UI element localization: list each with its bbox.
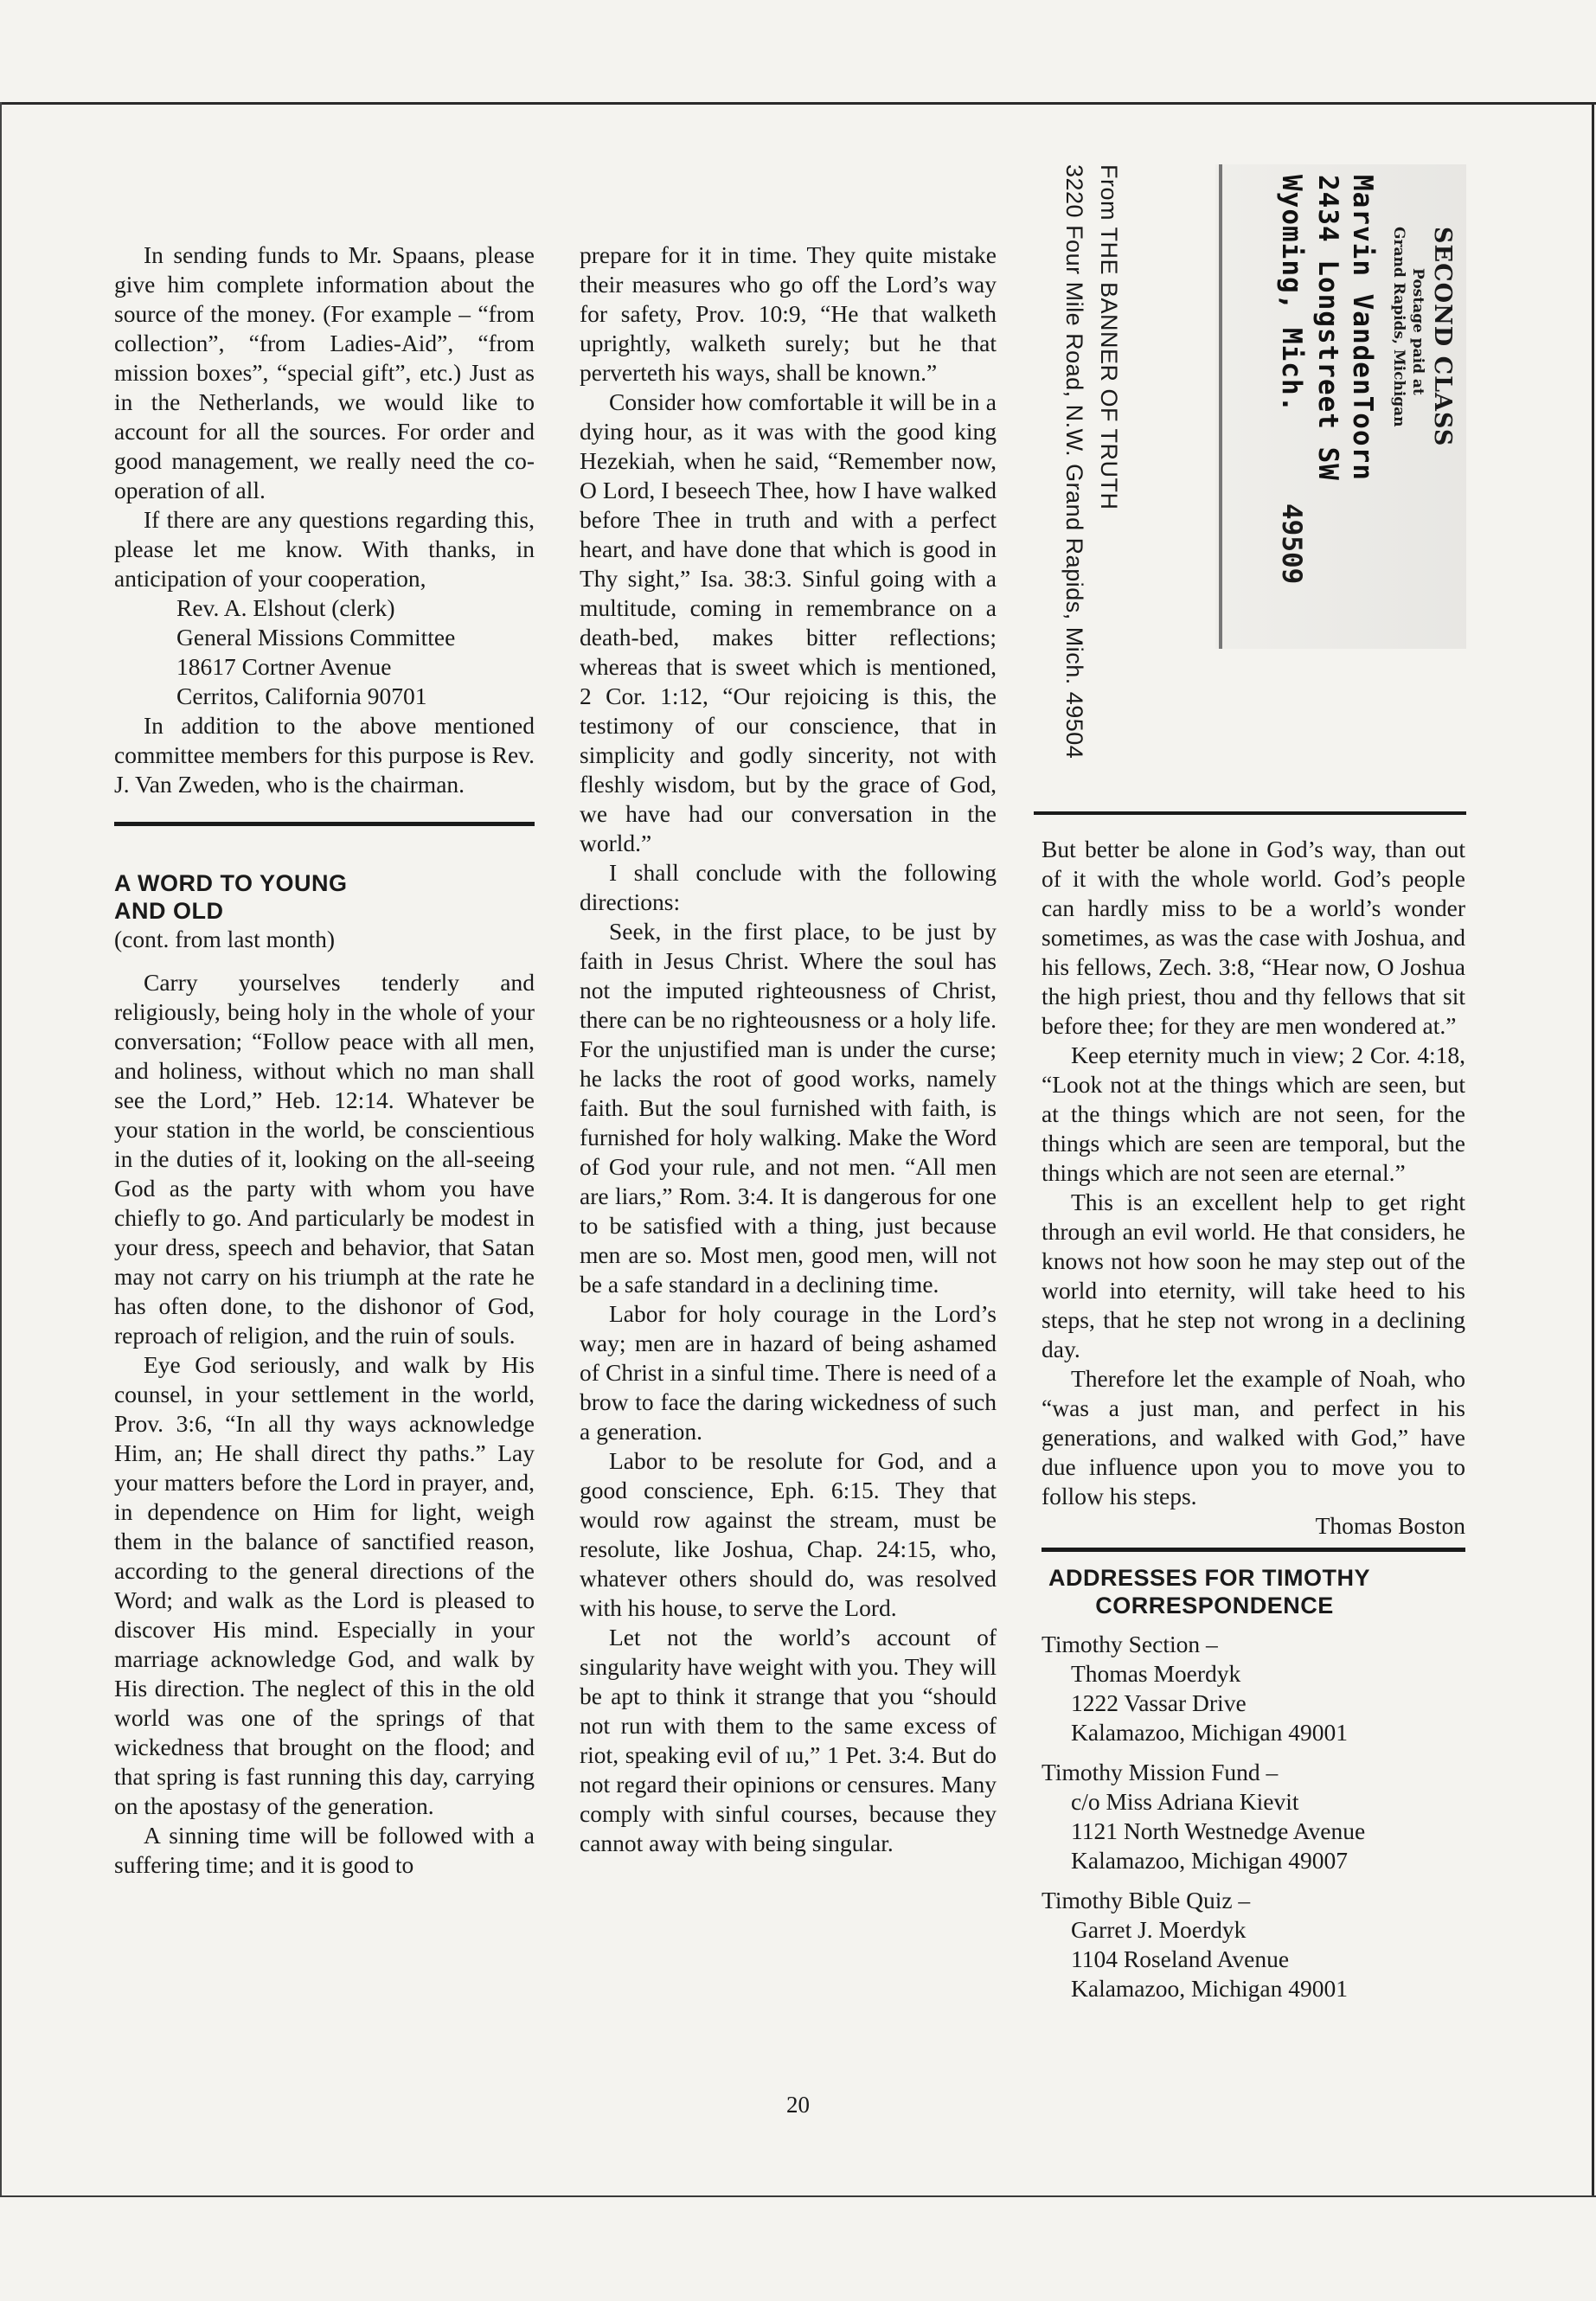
recipient-name: Marvin VandenToorn (1347, 175, 1378, 481)
mailer-divider (1034, 811, 1466, 815)
paragraph: Let not the world’s account of singularity have weight with you. They will be apt to think it strange that you “should not run with them to the same excess of riot, speaking evil of ıu,” 1 Pet. 3:4. But do not regard their opinions or censures. Many comply with sinful courses, because they cannot away with being singular. (580, 1624, 997, 1856)
address-line: 1104 Roseland Avenue (1071, 1945, 1290, 1972)
paragraph: Seek, in the first place, to be just by faith in Jesus Christ. Where the soul has not the imputed righteousness of Christ, there can be no righteousness or a holy life. For the unjustified man is under the curse; he lacks the root of good works, namely faith. But the soul furnished with faith, is furnished for holy walking. Make the Word of God your rule, and not men. “All men are liars,” Rom. 3:4. It is dangerous for one to be satisfied with a thing, just because men are so. Most men, good men, will not be a safe standard in a declining time. (580, 918, 997, 1298)
article-heading-line: AND OLD (114, 898, 224, 924)
address-line: Garret J. Moerdyk (1071, 1916, 1247, 1943)
paragraph: But better be alone in God’s way, than out of it with the whole world. God’s people can hardly miss to be a world’s wonder sometimes, as was the case with Joshua, and his fellows, Zech. 3:8, “Hear now, O Joshua the high priest, thou and thy fellows that sit before thee; for they are men wondered at.” (1042, 836, 1465, 1039)
page-number: 20 (786, 2092, 810, 2118)
article-subheading: (cont. from last month) (114, 926, 336, 952)
address-line: Thomas Moerdyk (1071, 1660, 1241, 1687)
signature-line: 18617 Cortner Avenue (176, 653, 392, 680)
paragraph: Consider how comfortable it will be in a dying hour, as it was with the good king Hezekiah, when he said, “Remember now, O Lord, I beseech Thee, how I have walked before Thee in truth and with a perfect heart, and have done that which is good in Thy sight,” Isa. 38:3. Sinful going with a multitude, coming in remembrance on a death-bed, makes bitter reflections; whereas that is sweet which is mentioned, 2 Cor. 1:12, “Our rejoicing is this, the testimony of our conscience, that in simplicity and godly sincerity, not with fleshly wisdom, but by the grace of God, we have had our conversation in the world.” (580, 388, 997, 856)
paragraph: This is an excellent help to get right through an evil world. He that considers, he knows not how soon he may step out of the world into eternity, will take heed to his steps, that he step not wrong in a declining day. (1042, 1189, 1465, 1362)
paragraph: prepare for it in time. They quite mistake their measures who go off the Lord’s way for safety, Prov. 10:9, “He that walketh uprightly, walketh surely; but he that perverteth his ways, shall be known.” (580, 241, 997, 386)
address-line: Kalamazoo, Michigan 49001 (1071, 1719, 1348, 1746)
paragraph: Labor for holy courage in the Lord’s way; men are in hazard of being ashamed of Christ in a sinful time. There is need of a brow to face the daring wickedness of such a generation. (580, 1300, 997, 1445)
page-edge-top (0, 102, 1596, 105)
paragraph: Eye God seriously, and walk by His counsel, in your settlement in the world, Prov. 3:6, “In all thy ways acknowledge Him, an; He shall direct thy paths.” Lay your matters before the Lord in prayer, and, in dependence on Him for light, weigh them in the balance of sanctified reason, according to the general directions of the Word; and walk as the Lord is pleased to discover His mind. Especially in your marriage acknowledge God, and walk by His direction. The neglect of this in the old world was one of the springs of that wickedness that brought on the flood; and that spring is fast running this day, carrying on the apostasy of the generation. (114, 1351, 535, 1819)
address-entry (1042, 1886, 1465, 2003)
paragraph: Keep eternity much in view; 2 Cor. 4:18, “Look not at the things which are seen, but at the things which are not seen, for the things which are seen are temporal, but the things which are not seen are eternal.” (1042, 1042, 1465, 1186)
recipient-street: 2434 Longstreet SW (1312, 175, 1343, 481)
column-left (114, 240, 535, 1880)
addresses-heading-line: ADDRESSES FOR TIMOTHY (1048, 1565, 1371, 1591)
postage-city: Grand Rapids, Michigan (1390, 227, 1407, 427)
postage-note: Postage paid at (1409, 268, 1426, 395)
paragraph: In sending funds to Mr. Spaans, please give him complete information about the source of the money. (For example – “from collection”, “from Ladies-Aid”, “from mission boxes”, “special gift”, etc.) Just as in the Netherlands, we would like to account for all the sources. For order and good management, we really need the co-operation of all. (114, 241, 535, 503)
paragraph: If there are any questions regarding this, please let me know. With thanks, in anticipation of your cooperation, (114, 506, 535, 592)
mailing-label-area (1034, 164, 1466, 813)
author-name: Thomas Boston (1315, 1512, 1465, 1539)
address-title: Timothy Mission Fund – (1042, 1759, 1279, 1785)
signature-line: Cerritos, California 90701 (176, 683, 427, 709)
address-entry (1042, 1758, 1465, 1875)
column-middle (580, 240, 997, 1858)
address-line: Kalamazoo, Michigan 49007 (1071, 1847, 1348, 1874)
signature-line: Rev. A. Elshout (clerk) (176, 594, 395, 621)
address-line: 1222 Vassar Drive (1071, 1689, 1247, 1716)
recipient-zip: 49509 (1276, 503, 1307, 585)
paragraph: Therefore let the example of Noah, who “was a just man, and perfect in his generations, and walked with God,” have due influence upon you to move you to follow his steps. (1042, 1365, 1465, 1509)
signature-line: General Missions Committee (176, 624, 456, 651)
paragraph: I shall conclude with the following directions: (580, 859, 997, 915)
recipient-city: Wyoming, Mich. (1276, 175, 1307, 413)
address-line: Kalamazoo, Michigan 49001 (1071, 1975, 1348, 2002)
paragraph: Labor to be resolute for God, and a good conscience, Eph. 6:15. They that would row against the stream, must be resolute, like Joshua, Chap. 24:15, who, whatever others should do, was resolved with his house, to serve the Lord. (580, 1447, 997, 1621)
column-right (1042, 835, 1465, 2003)
return-address-line: 3220 Four Mile Road, N.W. Grand Rapids, Mich. 49504 (1061, 164, 1087, 760)
address-entry (1042, 1630, 1465, 1747)
postage-stamp-area (1215, 164, 1466, 649)
addresses-heading-line: CORRESPONDENCE (1095, 1593, 1334, 1618)
address-title: Timothy Bible Quiz – (1042, 1887, 1251, 1913)
label-edge (1219, 164, 1222, 649)
address-line: 1121 North Westnedge Avenue (1071, 1817, 1366, 1844)
address-line: c/o Miss Adriana Kievit (1071, 1788, 1299, 1815)
page-edge-bottom (0, 2195, 1596, 2197)
paragraph: In addition to the above mentioned committee members for this purpose is Rev. J. Van Zweden, who is the chairman. (114, 712, 535, 798)
return-address-line: From THE BANNER OF TRUTH (1096, 164, 1122, 510)
article-heading-line: A WORD TO YOUNG (114, 870, 348, 896)
paragraph: A sinning time will be followed with a suffering time; and it is good to (114, 1822, 535, 1878)
mailing-label-rotated (1034, 164, 1466, 813)
address-title: Timothy Section – (1042, 1631, 1218, 1657)
paragraph: Carry yourselves tenderly and religiously, being holy in the whole of your conversation; “Follow peace with all men, and holiness, without which no man shall see the Lord,” Heb. 12:14. Whatever be your station in the world, be conscientious in the duties of it, looking on the all-seeing God as the party with whom you have chiefly to go. And particularly be modest in your dress, speech and behavior, that Satan may not carry on his triumph at the rate he has often done, to the dishonor of God, reproach of religion, and the ruin of souls. (114, 969, 535, 1349)
page-edge-left (0, 102, 2, 2195)
postage-class: SECOND CLASS (1429, 227, 1456, 447)
signature-block (114, 593, 535, 711)
page-edge-right (1592, 102, 1594, 2195)
